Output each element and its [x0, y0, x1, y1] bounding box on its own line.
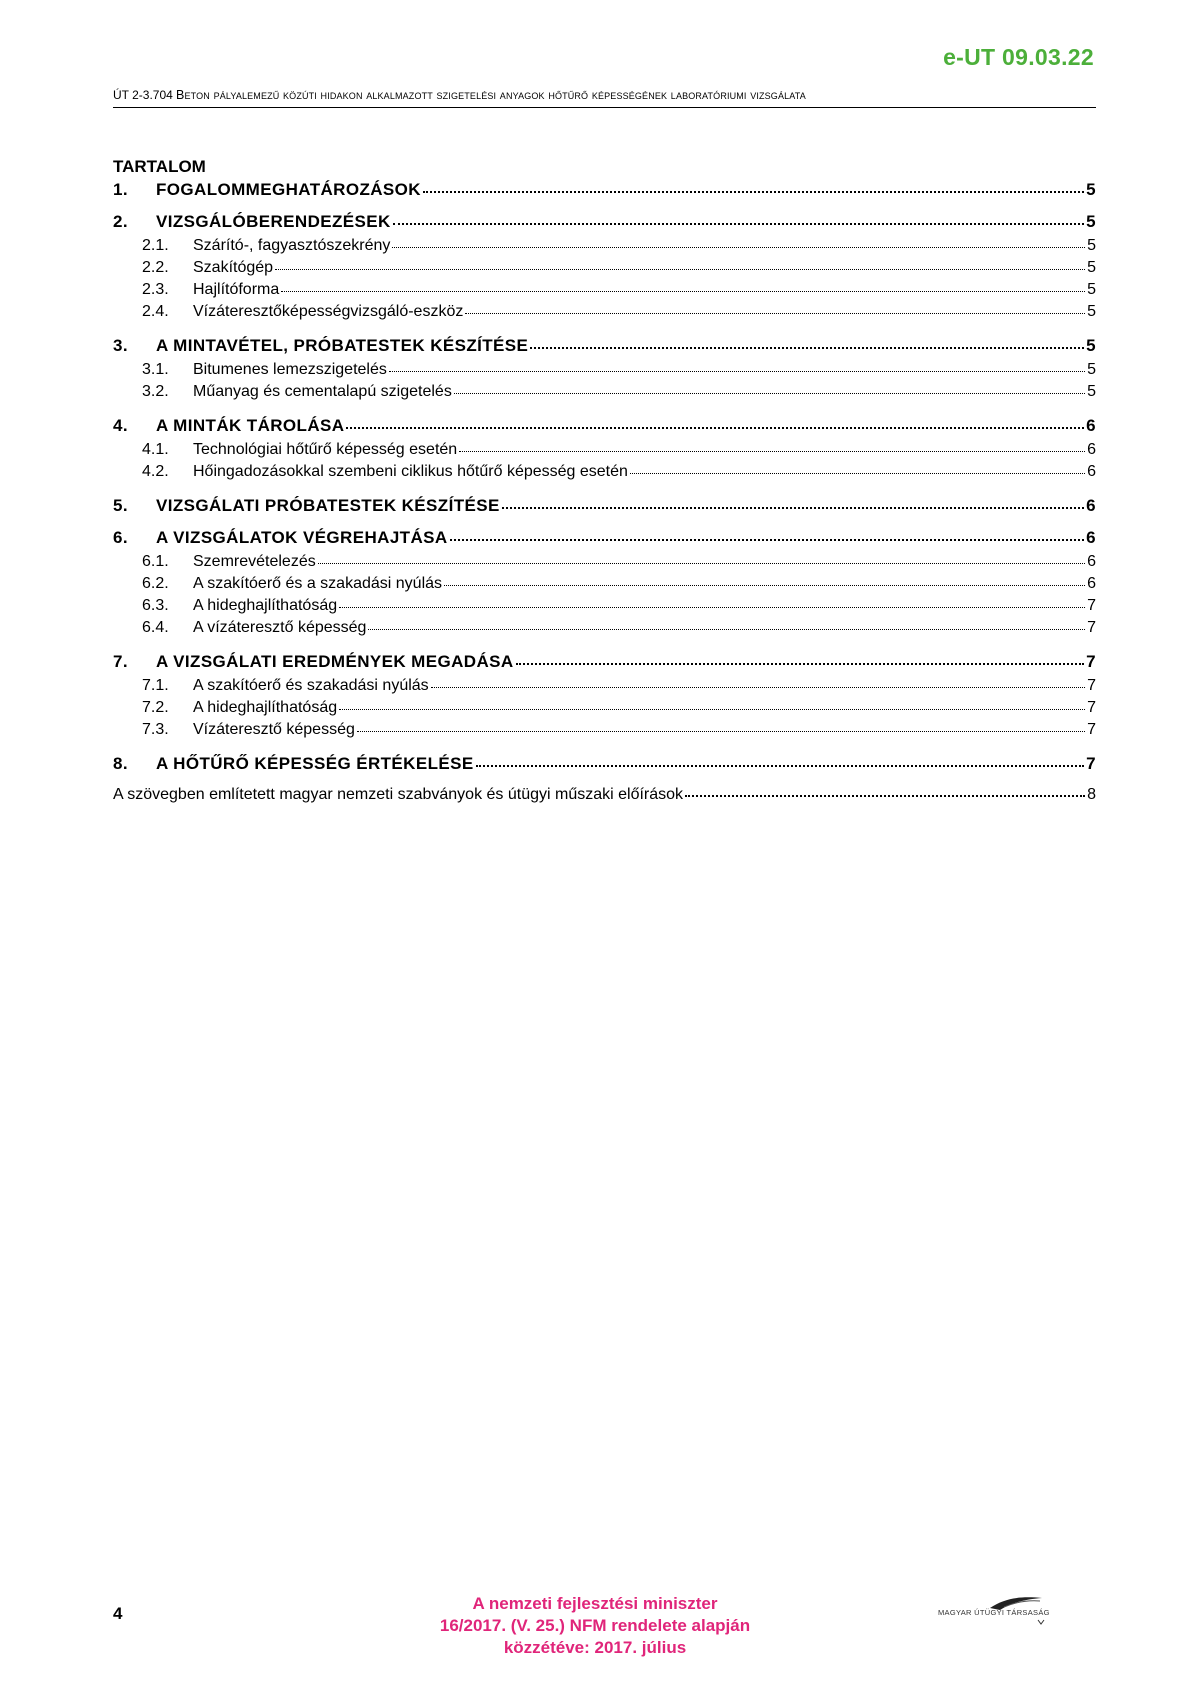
toc-entry-number: 6.2. — [142, 575, 169, 592]
toc-entry-number: 7. — [113, 652, 128, 671]
toc-subentry[interactable] — [113, 699, 1096, 717]
toc-entry-number: 5. — [113, 496, 128, 515]
toc-entry-page: 7 — [1087, 619, 1096, 636]
toc-entry-title: VIZSGÁLÓBERENDEZÉSEK — [156, 212, 391, 231]
dot-leader — [339, 709, 1085, 710]
toc-entry-title: Hajlítóforma — [193, 281, 280, 298]
dot-leader — [465, 313, 1085, 314]
toc-entry-number: 4.2. — [142, 463, 169, 480]
toc-entry-page: 7 — [1087, 721, 1096, 738]
toc-entry-page: 8 — [1087, 786, 1096, 803]
toc-subentry[interactable] — [113, 597, 1096, 615]
toc-entry-title: Műanyag és cementalapú szigetelés — [193, 383, 452, 400]
toc-entry-page: 7 — [1086, 652, 1096, 671]
toc-entry-number: 4.1. — [142, 441, 169, 458]
toc-entry[interactable] — [113, 528, 1096, 548]
toc-entry[interactable] — [113, 180, 1096, 200]
toc-entry-title: A MINTAVÉTEL, PRÓBATESTEK KÉSZÍTÉSE — [156, 336, 529, 355]
toc-entry-number: 2.2. — [142, 259, 169, 276]
dot-leader — [685, 795, 1085, 797]
toc-entry-title: A hideghajlíthatóság — [193, 597, 338, 614]
toc-entry-number: 1. — [113, 180, 128, 199]
toc-entry-page: 6 — [1086, 416, 1096, 435]
toc-entry-title: A MINTÁK TÁROLÁSA — [156, 416, 345, 435]
toc-entry-number: 3.2. — [142, 383, 169, 400]
toc-entry-page: 6 — [1087, 463, 1096, 480]
toc-subentry[interactable] — [113, 677, 1096, 695]
society-logo — [920, 1588, 1096, 1630]
toc-entry-page: 5 — [1086, 180, 1096, 199]
dot-leader — [281, 291, 1085, 292]
dot-leader — [318, 563, 1085, 564]
dot-leader — [530, 347, 1084, 349]
dot-leader — [392, 247, 1085, 248]
toc-entry-title: A HŐTŰRŐ KÉPESSÉG ÉRTÉKELÉSE — [156, 754, 474, 773]
dot-leader — [275, 269, 1085, 270]
toc-entry-number: 7.1. — [142, 677, 169, 694]
toc-subentry[interactable] — [113, 281, 1096, 299]
dot-leader — [431, 687, 1085, 688]
toc-entry-number: 2.3. — [142, 281, 169, 298]
dot-leader — [368, 629, 1085, 630]
toc-entry-title: Szakítógép — [193, 259, 274, 276]
toc-entry-page: 5 — [1086, 336, 1096, 355]
toc-entry-title: A szakítóerő és a szakadási nyúlás — [193, 575, 443, 592]
dot-leader — [476, 765, 1085, 767]
toc-entry-page: 7 — [1087, 597, 1096, 614]
dot-leader — [423, 191, 1084, 193]
toc-subentry[interactable] — [113, 575, 1096, 593]
toc-entry-title: Technológiai hőtűrő képesség esetén — [193, 441, 458, 458]
logo-text: MAGYAR ÚTÜGYI TÁRSASÁG — [938, 1608, 1050, 1617]
dot-leader — [357, 731, 1085, 732]
toc-heading: TARTALOM — [113, 157, 206, 176]
toc-entry-page: 6 — [1087, 441, 1096, 458]
dot-leader — [502, 507, 1084, 509]
toc-entry-number: 3.1. — [142, 361, 169, 378]
toc-entry-number: 6.3. — [142, 597, 169, 614]
standard-number: ÚT 2-3.704 — [113, 88, 173, 102]
toc-entry-number: 6. — [113, 528, 128, 547]
toc-entry-title: Hőingadozásokkal szembeni ciklikus hőtűrő képesség esetén — [193, 463, 628, 480]
dot-leader — [444, 585, 1085, 586]
toc-entry-page: 7 — [1087, 699, 1096, 716]
toc-subentry[interactable] — [113, 721, 1096, 739]
toc-entry-title: Szemrevételezés — [193, 553, 316, 570]
dot-leader — [346, 427, 1084, 429]
page-number: 4 — [113, 1604, 123, 1623]
dot-leader — [389, 371, 1085, 372]
toc-entry-page: 5 — [1087, 303, 1096, 320]
toc-entry-number: 2. — [113, 212, 128, 231]
toc-entry-title: A VIZSGÁLATOK VÉGREHAJTÁSA — [156, 528, 448, 547]
toc-subentry[interactable] — [113, 361, 1096, 379]
toc-entry-page: 7 — [1086, 754, 1096, 773]
toc-entry[interactable] — [113, 416, 1096, 436]
publication-note — [395, 1593, 795, 1659]
dot-leader — [393, 223, 1084, 225]
header-rule — [113, 107, 1096, 108]
document-code: e-UT 09.03.22 — [943, 44, 1094, 70]
toc-subentry[interactable] — [113, 553, 1096, 571]
toc-reference-entry[interactable] — [113, 786, 1096, 804]
toc-subentry[interactable] — [113, 303, 1096, 321]
toc-entry-page: 6 — [1087, 575, 1096, 592]
toc-entry-number: 2.4. — [142, 303, 169, 320]
toc-entry-page: 6 — [1086, 496, 1096, 515]
toc-entry-title: Vízáteresztőképességvizsgáló-eszköz — [193, 303, 464, 320]
toc-entry-page: 6 — [1086, 528, 1096, 547]
toc-entry[interactable] — [113, 496, 1096, 516]
toc-entry-page: 5 — [1087, 281, 1096, 298]
toc-entry-title: Szárító-, fagyasztószekrény — [193, 237, 391, 254]
toc-entry-title: FOGALOMMEGHATÁROZÁSOK — [156, 180, 421, 199]
toc-entry-title: A hideghajlíthatóság — [193, 699, 338, 716]
dot-leader — [339, 607, 1085, 608]
publication-note-line: közzétéve: 2017. július — [503, 1638, 687, 1657]
dot-leader — [454, 393, 1085, 394]
toc-entry-title: A vízáteresztő képesség — [193, 619, 367, 636]
toc-entry[interactable] — [113, 212, 1096, 232]
dot-leader — [459, 451, 1085, 452]
toc-entry-number: 6.1. — [142, 553, 169, 570]
toc-entry-title: Vízáteresztő képesség — [193, 721, 355, 738]
toc-entry-title: A szakítóerő és szakadási nyúlás — [193, 677, 429, 694]
toc-subentry[interactable] — [113, 441, 1096, 459]
toc-entry[interactable] — [113, 652, 1096, 672]
toc-entry-number: 3. — [113, 336, 128, 355]
toc-entry-title: VIZSGÁLATI PRÓBATESTEK KÉSZÍTÉSE — [156, 496, 500, 515]
toc-entry-page: 7 — [1087, 677, 1096, 694]
toc-subentry[interactable] — [113, 463, 1096, 481]
toc-entry-number: 7.2. — [142, 699, 169, 716]
toc-entry-number: 8. — [113, 754, 128, 773]
toc-entry-number: 2.1. — [142, 237, 169, 254]
toc-entry-title: A szövegben említetett magyar nemzeti szabványok és útügyi műszaki előírások — [113, 786, 684, 803]
toc-entry[interactable] — [113, 336, 1096, 356]
dot-leader — [450, 539, 1085, 541]
toc-entry-title: Bitumenes lemezszigetelés — [193, 361, 387, 378]
toc-entry-number: 6.4. — [142, 619, 169, 636]
toc-entry-page: 5 — [1087, 259, 1096, 276]
toc-entry-title: A VIZSGÁLATI EREDMÉNYEK MEGADÁSA — [156, 652, 514, 671]
publication-note-line: A nemzeti fejlesztési miniszter — [472, 1594, 718, 1613]
toc-entry-page: 5 — [1086, 212, 1096, 231]
dot-leader — [516, 663, 1085, 665]
toc-subentry[interactable] — [113, 237, 1096, 255]
toc-entry-number: 7.3. — [142, 721, 169, 738]
publication-note-line: 16/2017. (V. 25.) NFM rendelete alapján — [439, 1616, 751, 1635]
dot-leader — [630, 473, 1085, 474]
document-title: Beton pályalemezű közúti hidakon alkalmazott szigetelési anyagok hőtűrő képességének laboratóriumi vizsgálata — [176, 88, 806, 102]
toc-subentry[interactable] — [113, 383, 1096, 401]
toc-entry-number: 4. — [113, 416, 128, 435]
toc-entry-page: 5 — [1087, 383, 1096, 400]
toc-entry[interactable] — [113, 754, 1096, 774]
toc-entry-page: 5 — [1087, 237, 1096, 254]
toc-entry-page: 6 — [1087, 553, 1096, 570]
running-header — [113, 88, 1096, 102]
toc-subentry[interactable] — [113, 619, 1096, 637]
toc-subentry[interactable] — [113, 259, 1096, 277]
toc-entry-page: 5 — [1087, 361, 1096, 378]
